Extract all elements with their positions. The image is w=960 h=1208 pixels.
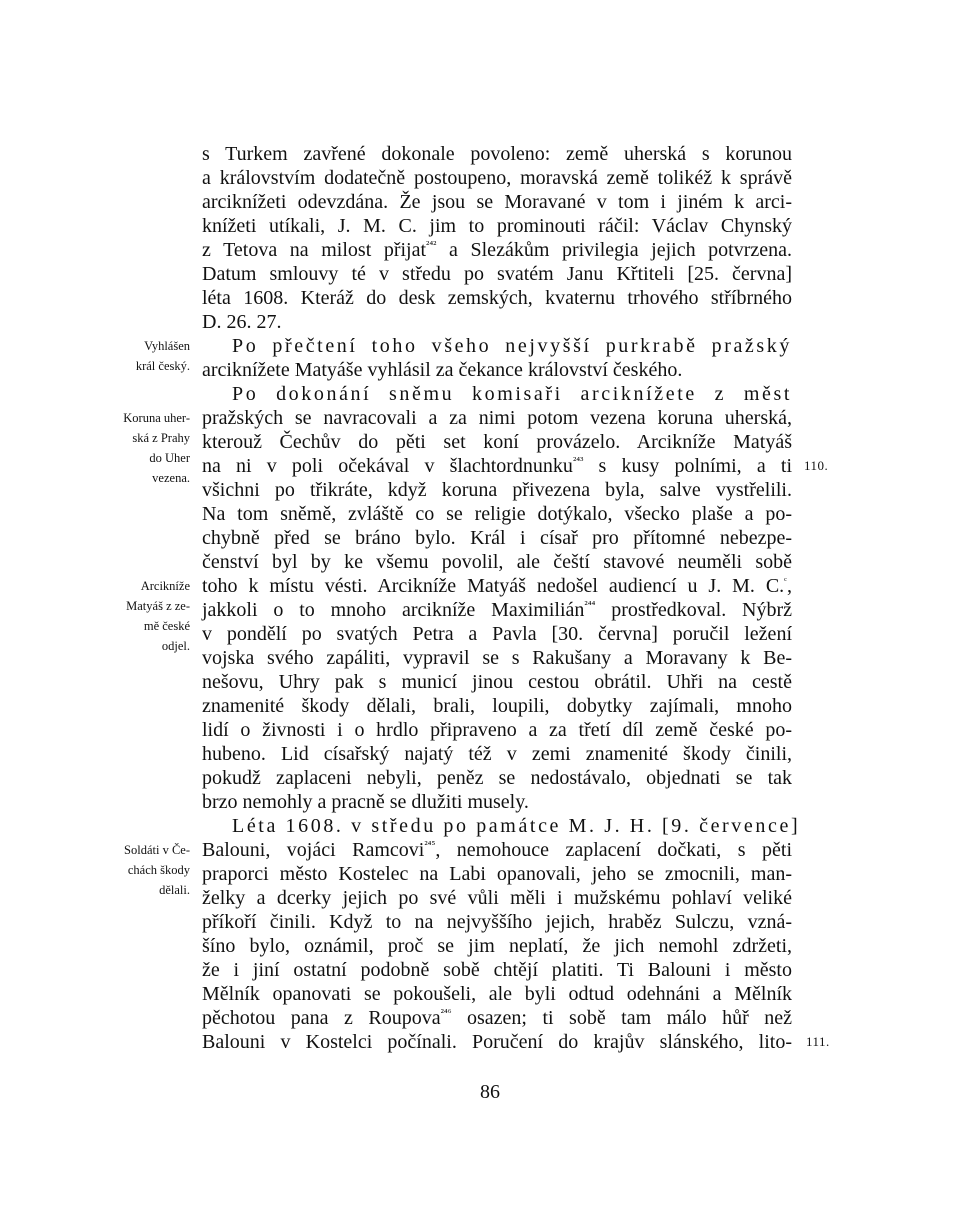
text-line: arciknížete Matyáše vyhlásil za čekance království českého.: [202, 359, 683, 381]
line-number: 111.: [806, 1034, 830, 1049]
text-line: toho k místu vésti. Arcikníže Matyáš nedošel audiencí u J. M. C.$^ᶜ$,: [202, 575, 792, 597]
text-line: želky a dcerky jejich po své vůli měli i mužskému pohlaví veliké: [202, 887, 792, 909]
text-line: v pondělí po svatých Petra a Pavla [30. června] poručil ležení: [202, 623, 792, 645]
text-line: praporci město Kostelec na Labi opanovali, jeho se zmocnili, man-: [202, 863, 792, 885]
text-line: kterouž Čechův do pěti set koní provázelo. Arcikníže Matyáš: [202, 431, 792, 453]
text-line: léta 1608. Kteráž do desk zemských, kvaternu trhového stříbrného: [202, 287, 792, 309]
footnote-ref: ²⁴⁶: [440, 1007, 452, 1019]
text-line: nešovu, Uhry pak s municí jinou cestou obrátil. Uhři na cestě: [202, 671, 792, 693]
page-number: 86: [480, 1081, 500, 1103]
text-line: brzo nemohly a pracně se dlužiti musely.: [202, 791, 529, 813]
text-line: D. 26. 27.: [202, 311, 282, 333]
text-line: jakkoli o to mnoho arcikníže Maximilián$^{^{244}}$ prostředkoval. Nýbrž: [202, 599, 793, 621]
text-line: vojska svého zapáliti, vypravil se s Rakušany a Moravany k Be-: [202, 647, 792, 669]
text-line: Balouni, vojáci Ramcovi$^{^{245}}$, nemohouce zaplacení dočkati, s pěti: [202, 839, 793, 861]
margin-note: Koruna uher- ská z Prahy do Uher vezena.: [123, 411, 190, 485]
margin-note: Vyhlášen král český.: [135, 339, 190, 373]
text-line: všichni po třikráte, když koruna přivezena byla, salve vystřelili.: [202, 479, 792, 501]
text-line: lidí o živnosti i o hrdlo připraveno a za třetí díl země české po-: [202, 719, 792, 741]
text-line: příkoří činili. Když to na nejvyššího jejich, hraběz Sulczu, vzná-: [202, 911, 792, 933]
text-line: Mělník opanovati se pokoušeli, ale byli odtud odehnáni a Mělník: [202, 983, 792, 1005]
text-line: Na tom sněmě, zvláště co se religie dotýkalo, všecko plaše a po-: [202, 503, 792, 525]
line-number: 110.: [804, 458, 829, 473]
footnote-ref: ᶜ: [784, 575, 787, 587]
text-line: znamenité škody dělali, brali, loupili, dobytky zajímali, mnoho: [202, 695, 792, 717]
text-line: z Tetova na milost přijat$^{^{242}}$ a Slezákům privilegia jejich potvrzena.: [202, 239, 793, 261]
margin-note: Soldáti v Če- chách škody dělali.: [124, 843, 190, 897]
footnote-ref: ²⁴⁴: [584, 599, 596, 611]
text-line: Léta 1608. v středu po památce M. J. H. [9. července]: [232, 815, 801, 837]
text-line: s Turkem zavřené dokonale povoleno: země uherská s korunou: [202, 143, 792, 165]
footnote-ref: ²⁴³: [572, 455, 584, 467]
text-line: Po dokonání sněmu komisaři arciknížete z měst: [232, 383, 792, 405]
text-line: Po přečtení toho všeho nejvyšší purkrabě pražský: [232, 335, 792, 357]
text-line: šíno bylo, oznámil, proč se jim neplatí, že jich nemohl zdržeti,: [202, 935, 792, 957]
text-line: arciknížeti odevzdána. Že jsou se Moravané v tom i jiném k arci-: [202, 191, 792, 213]
text-line: knížeti utíkali, J. M. C. jim to prominouti ráčil: Václav Chynský: [202, 215, 792, 237]
margin-note: Arcikníže Matyáš z ze- mě české odjel.: [126, 579, 190, 653]
text-line: hubeno. Lid císařský najatý též v zemi znamenité škody činili,: [202, 743, 792, 765]
text-line: a královstvím dodatečně postoupeno, moravská země tolikéž k správě: [202, 167, 792, 189]
text-line: chybně před se bráno bylo. Král i císař pro přítomné nebezpe-: [202, 527, 792, 549]
footnote-ref: ²⁴⁵: [424, 839, 436, 851]
text-line: pokudž zaplaceni nebyli, peněz se nedostávalo, objednati se tak: [202, 767, 792, 789]
text-line: Datum smlouvy té v středu po svatém Janu Křtiteli [25. června]: [202, 263, 792, 285]
text-line: čenství byl by ke všemu povolil, ale čeští stavové neuměli sobě: [202, 551, 792, 573]
text-line: na ni v poli očekával v šlachtordnunku$^{^{243}}$ s kusy polními, a ti: [202, 455, 792, 477]
text-line: Balouni v Kostelci počínali. Poručení do krajův slánského, lito-: [202, 1031, 792, 1053]
text-line: pražských se navracovali a za nimi potom vezena koruna uherská,: [202, 407, 792, 429]
footnote-ref: ²⁴²: [426, 239, 437, 251]
text-line: pěchotou pana z Roupova$^{^{246}}$ osazen; ti sobě tam málo hůř než: [202, 1007, 792, 1029]
text-line: že i jiní ostatní podobně sobě chtějí platiti. Ti Balouni i město: [202, 959, 792, 981]
